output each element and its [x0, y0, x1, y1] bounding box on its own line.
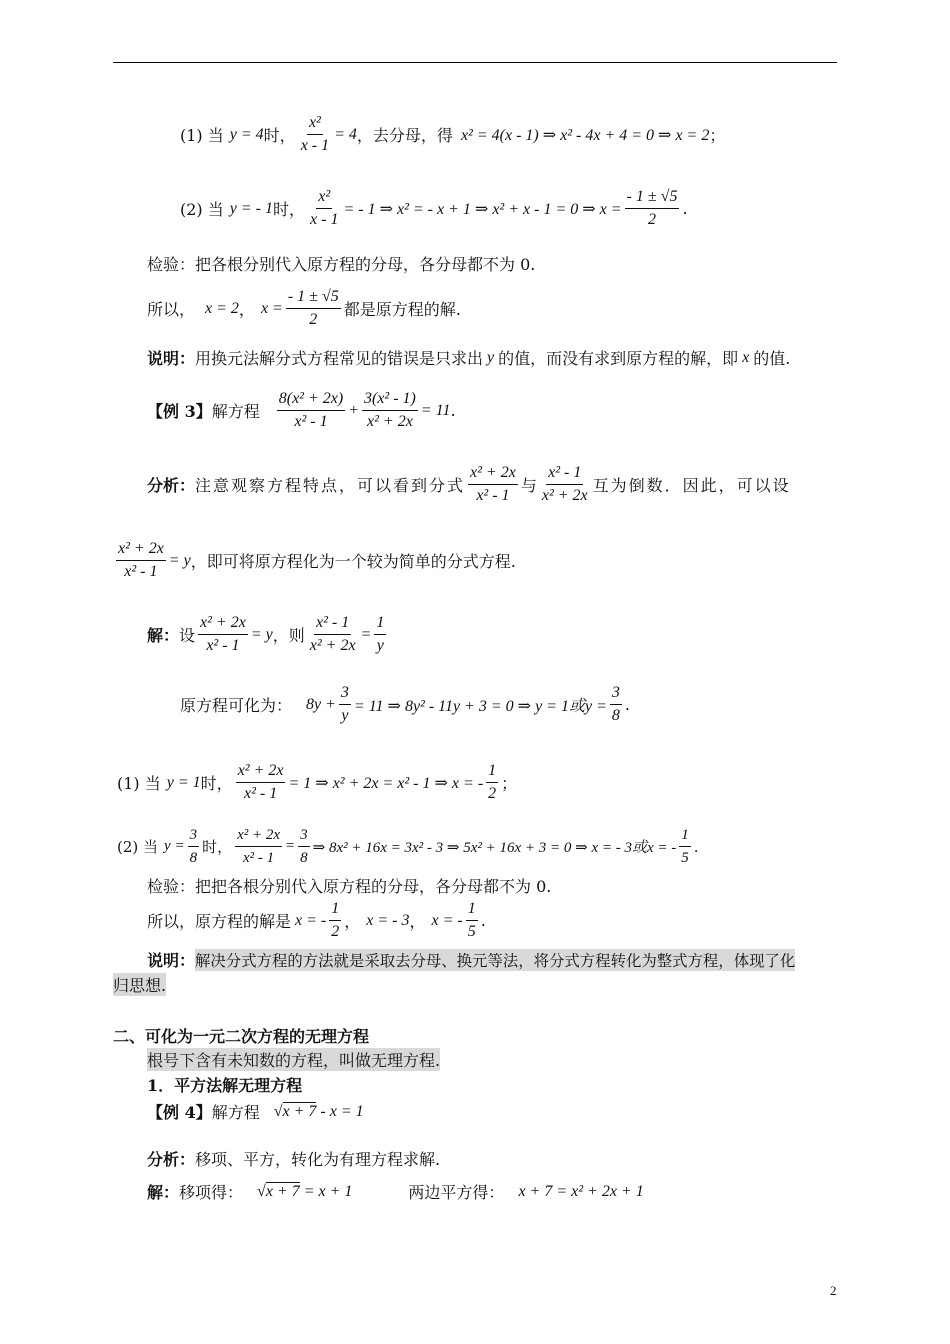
numerator: x² + 2x — [236, 760, 286, 783]
squared-equation: x + 7 = x² + 2x + 1 — [518, 1182, 644, 1200]
example-label: 【例 3】 — [147, 402, 212, 421]
sqrt-expression: √x + 7 — [257, 1182, 300, 1200]
fraction-1 — [277, 388, 345, 433]
note-text: 的值. — [753, 349, 791, 368]
reduce-text: 原方程可化为： — [180, 696, 293, 715]
equation-chain: = 11 ⇒ 8y² - 11y + 3 = 0 ⇒ y = 1或y = — [353, 698, 607, 715]
fraction — [299, 112, 331, 157]
lhs: 8y + — [306, 695, 336, 713]
fraction — [339, 682, 351, 727]
solution-label: 解： — [147, 1183, 180, 1202]
note-text: 用换元法解分式方程常见的错误是只求出 — [195, 349, 484, 368]
equation-rhs: = y — [250, 625, 273, 643]
denominator: x - 1 — [300, 137, 330, 154]
conclusion-2 — [147, 898, 486, 943]
solution-fraction — [286, 286, 341, 331]
solution-c: x = - — [431, 911, 463, 929]
condition: y = 1 — [166, 773, 201, 791]
numerator: x² — [316, 186, 332, 209]
subsection-title: 1．平方法解无理方程 — [147, 1076, 303, 1095]
denominator: 8 — [611, 707, 620, 724]
denominator: 8 — [189, 850, 198, 866]
numerator: 8(x² + 2x) — [277, 388, 345, 411]
end-punct: . — [682, 199, 688, 218]
variable-y: y — [487, 348, 495, 366]
solution-text: ，则 — [272, 626, 305, 645]
numerator: x² + 2x — [198, 612, 248, 635]
denominator: y — [341, 707, 349, 724]
fraction-1 — [468, 462, 518, 507]
example-label: 【例 4】 — [147, 1103, 212, 1122]
check-text: 检验：把把各根分别代入原方程的分母，各分母都不为 0. — [147, 877, 552, 896]
denominator: x - 1 — [310, 211, 339, 228]
analysis-text: 互为倒数．因此，可以设 — [592, 476, 791, 495]
case-prefix: (2) 当 — [117, 838, 159, 856]
numerator: x² — [307, 112, 323, 135]
move-text: 移项得： — [179, 1183, 244, 1202]
note-text: 的值，而没有求到原方程的解，即 — [498, 349, 739, 368]
numerator: x² + 2x — [235, 824, 282, 847]
denominator: x² - 1 — [243, 785, 278, 802]
end-punct: . — [480, 911, 486, 930]
numerator: 1 — [466, 898, 478, 921]
prefix: 所以， — [147, 300, 196, 319]
check-paragraph-2 — [147, 874, 551, 897]
analysis — [147, 462, 837, 507]
page-number: 2 — [830, 1283, 837, 1298]
fraction — [235, 824, 282, 869]
equation-chain: x² = 4(x - 1) ⇒ x² - 4x + 4 = 0 ⇒ x = 2 — [460, 126, 710, 144]
denominator: x² - 1 — [206, 637, 240, 654]
numerator: 3 — [298, 824, 310, 847]
case-y-equals-minus-1 — [180, 186, 688, 231]
when-text: 时， — [202, 838, 233, 856]
mid-text: ，去分母，得 — [356, 126, 453, 145]
numerator: 3 — [188, 824, 200, 847]
radicand: x + 7 — [282, 1102, 317, 1120]
solution-b: x = - 3 — [366, 911, 410, 929]
fraction — [236, 760, 286, 805]
analysis-4 — [147, 1147, 440, 1170]
end-punct: ； — [501, 774, 518, 793]
end-punct: ； — [709, 126, 726, 145]
analysis-label: 分析： — [147, 1150, 196, 1169]
condition: y = - 1 — [229, 199, 273, 217]
numerator: x² + 2x — [116, 538, 166, 561]
denominator: x² + 2x — [309, 637, 356, 654]
example-3 — [147, 388, 456, 433]
square-text: 两边平方得： — [408, 1183, 505, 1202]
section-heading — [113, 1024, 369, 1047]
case-y-equals-4 — [180, 112, 725, 157]
denominator: y — [376, 637, 384, 654]
denominator: 5 — [467, 923, 476, 940]
answer-fraction — [679, 824, 691, 869]
numerator: x² + 2x — [468, 462, 518, 485]
fraction-2 — [308, 612, 358, 657]
when-text: 时， — [200, 774, 233, 793]
solution-setup — [147, 612, 389, 657]
answer-fraction — [625, 186, 680, 231]
denominator: 8 — [300, 850, 308, 866]
radicand: x + 7 — [265, 1182, 300, 1200]
note-2 — [147, 948, 795, 971]
when-text: 时， — [273, 200, 306, 219]
equals: = — [285, 838, 296, 854]
case-y-equals-3-8 — [117, 824, 699, 869]
end-punct: . — [693, 837, 699, 856]
equation-rhs: = y — [168, 551, 191, 569]
analysis-text: 与 — [520, 476, 537, 495]
fraction-2 — [362, 388, 418, 433]
conclusion-1 — [147, 286, 461, 331]
example-4 — [147, 1100, 364, 1123]
end-punct: . — [624, 695, 630, 714]
denominator: 2 — [647, 211, 656, 228]
check-paragraph — [147, 252, 535, 275]
solution-b: x = — [260, 299, 283, 317]
rhs-fraction — [298, 824, 310, 869]
header-rule — [113, 62, 837, 63]
note-text: 归思想. — [113, 973, 166, 996]
definition — [147, 1048, 440, 1071]
reduced-equation — [180, 682, 630, 727]
analysis-label: 分析： — [147, 476, 196, 495]
separator: ， — [344, 912, 361, 931]
analysis-text: 移项、平方，转化为有理方程求解. — [195, 1150, 441, 1169]
denominator: x² - 1 — [476, 487, 510, 504]
denominator: x² - 1 — [242, 850, 275, 866]
condition: y = 4 — [229, 125, 264, 143]
example-text: 解方程 — [211, 1103, 260, 1122]
numerator: x² - 1 — [314, 612, 351, 635]
fraction-a — [329, 898, 341, 943]
numerator: 1 — [679, 824, 691, 847]
note-1 — [147, 346, 790, 369]
example-text: 解方程 — [211, 402, 260, 421]
equation-chain: = 1 ⇒ x² + 2x = x² - 1 ⇒ x = - — [288, 774, 484, 792]
denominator: 2 — [331, 923, 340, 940]
denominator: x² - 1 — [124, 563, 158, 580]
sqrt-expression: √x + 7 — [273, 1102, 317, 1120]
end-punct: . — [450, 401, 456, 420]
denominator: 2 — [488, 785, 497, 802]
equation-rest: - x = 1 — [320, 1102, 364, 1120]
denominator: 5 — [681, 850, 689, 866]
case-prefix: (2) 当 — [180, 200, 224, 219]
denominator: x² - 1 — [294, 413, 328, 430]
case-prefix: (1) 当 — [117, 774, 161, 793]
equation-rhs: = 4 — [334, 125, 357, 143]
section-title: 二、可化为一元二次方程的无理方程 — [113, 1027, 370, 1046]
note-label: 说明： — [147, 951, 196, 970]
analysis-text: 注意观察方程特点，可以看到分式 — [195, 476, 466, 495]
suffix: 都是原方程的解. — [343, 300, 461, 319]
numerator: - 1 ± √5 — [625, 186, 680, 209]
note-2-continued — [113, 973, 166, 996]
separator: ， — [238, 300, 255, 319]
numerator: 1 — [486, 760, 498, 783]
equation-chain: ⇒ 8x² + 16x = 3x² - 3 ⇒ 5x² + 16x + 3 = 0 ⇒ x = - 3或x = - — [312, 840, 677, 856]
substitution-fraction — [116, 538, 166, 583]
numerator: 3 — [610, 682, 622, 705]
analysis-continued — [113, 538, 516, 583]
case-prefix: (1) 当 — [180, 126, 224, 145]
denominator: x² + 2x — [367, 413, 413, 430]
denominator: 2 — [309, 311, 318, 328]
condition: y = — [164, 838, 185, 854]
variable-x: x — [742, 348, 750, 366]
analysis-text: ，即可将原方程化为一个较为简单的分式方程. — [190, 552, 516, 571]
fraction-1 — [198, 612, 248, 657]
when-text: 时， — [263, 126, 296, 145]
solution-text: 设 — [179, 626, 196, 645]
numerator: 3 — [339, 682, 351, 705]
definition-text: 根号下含有未知数的方程，叫做无理方程. — [147, 1048, 440, 1071]
separator: ， — [409, 912, 426, 931]
numerator: 1 — [329, 898, 341, 921]
numerator: - 1 ± √5 — [286, 286, 341, 309]
solution-a: x = - — [295, 911, 327, 929]
equation-rhs: = x + 1 — [303, 1182, 353, 1200]
note-text: 解决分式方程的方法就是采取去分母、换元等法，将分式方程转化为整式方程，体现了化 — [195, 949, 795, 971]
answer-fraction — [610, 682, 622, 727]
plus-sign: + — [348, 401, 359, 419]
solution-4 — [147, 1180, 644, 1203]
note-label: 说明： — [147, 349, 196, 368]
solution-label: 解： — [147, 626, 180, 645]
fraction-3 — [374, 612, 386, 657]
prefix: 所以，原方程的解是 — [147, 912, 292, 931]
equation-rhs: = 11 — [420, 401, 451, 419]
answer-fraction — [486, 760, 498, 805]
solution-a: x = 2 — [205, 299, 239, 317]
fraction-c — [466, 898, 478, 943]
fraction — [308, 186, 340, 231]
case-y-equals-1 — [117, 760, 517, 805]
numerator: 1 — [374, 612, 386, 635]
equation-chain: = - 1 ⇒ x² = - x + 1 ⇒ x² + x - 1 = 0 ⇒ x = — [343, 200, 622, 218]
condition-fraction — [188, 824, 200, 869]
check-text: 检验：把各根分别代入原方程的分母，各分母都不为 0. — [147, 255, 536, 274]
denominator: x² + 2x — [541, 487, 588, 504]
numerator: 3(x² - 1) — [362, 388, 418, 411]
equals: = — [360, 625, 372, 643]
numerator: x² - 1 — [546, 462, 583, 485]
fraction-2 — [540, 462, 590, 507]
subsection-heading — [147, 1073, 302, 1096]
